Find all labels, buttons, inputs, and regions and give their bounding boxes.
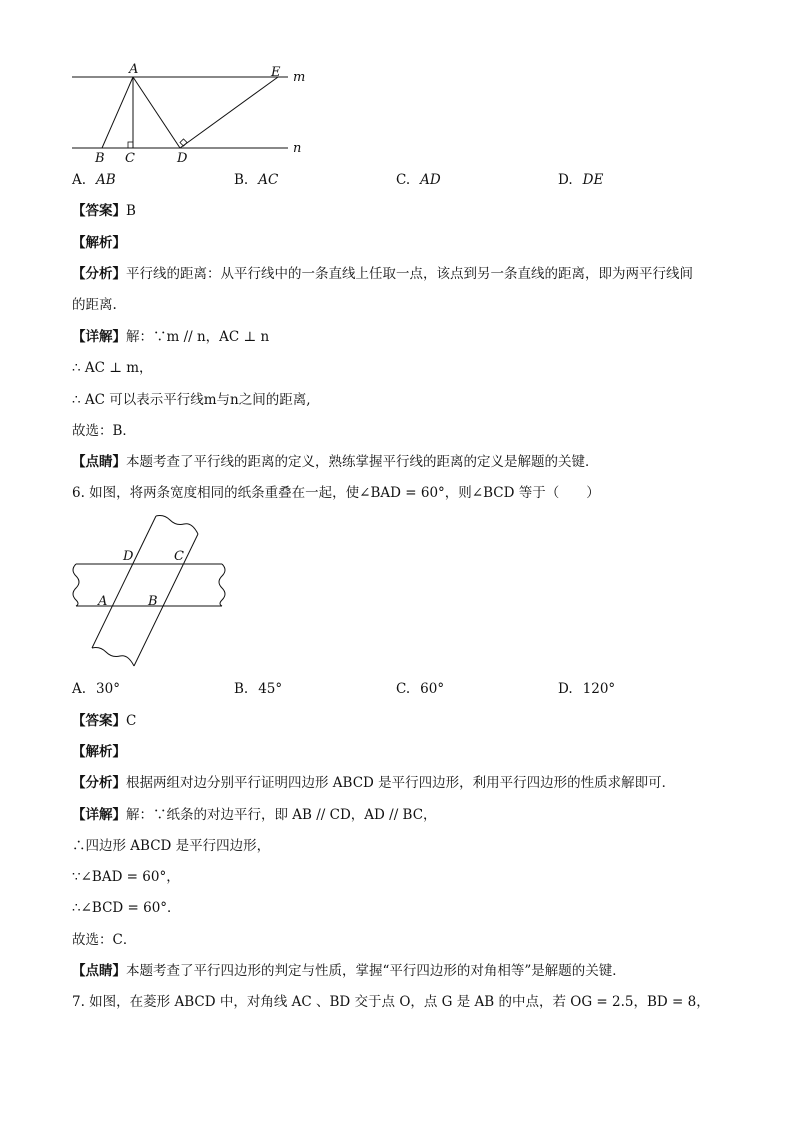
q6-comment — [72, 961, 626, 981]
option-value: 60° — [420, 681, 445, 697]
option-label: A. — [72, 172, 87, 188]
segment-ab — [102, 77, 133, 148]
q5-fenxi-line2: 的距离. — [72, 297, 117, 313]
strip-h-right-tear — [219, 564, 225, 606]
fenxi-tag: 【分析】 — [72, 266, 126, 282]
segment-ad — [133, 77, 180, 148]
q6-analysis-tag — [72, 742, 126, 762]
label-d: D — [123, 549, 134, 564]
option-label: B. — [234, 172, 249, 188]
strip-s-top-tear — [156, 516, 198, 535]
q6-detail-line2: ∴四边形 ABCD 是平行四边形， — [72, 838, 271, 854]
q6-stem: 6. 如图，将两条宽度相同的纸条重叠在一起，使∠BAD = 60°，则∠BCD 等于（ ） — [72, 485, 600, 501]
q7-stem: 7. 如图，在菱形 ABCD 中，对角线 AC 、BD 交于点 O，点 G 是 AB 的中点，若 OG = 2.5，BD = 8， — [72, 994, 710, 1010]
label-b: B — [148, 594, 158, 609]
comment-tag: 【点睛】 — [72, 454, 126, 470]
q5-option-c — [396, 170, 441, 190]
parallel-lines-figure — [60, 60, 320, 170]
option-value: 45° — [258, 681, 283, 697]
q6-detail-line3: ∵∠BAD = 60°， — [72, 869, 180, 885]
q5-detail-line1 — [72, 327, 269, 347]
q6-fenxi — [72, 773, 675, 793]
fenxi-tag: 【分析】 — [72, 775, 126, 791]
label-m: m — [293, 70, 306, 85]
label-a: A — [98, 594, 108, 609]
q6-option-d — [558, 679, 615, 699]
q5-fenxi-line1 — [72, 264, 693, 284]
strip-s-left — [92, 516, 156, 648]
q5-answer — [72, 201, 136, 221]
option-label: B. — [234, 681, 249, 697]
q5-option-d — [558, 170, 603, 190]
detail-text: 解：∵m // n，AC ⊥ n — [126, 329, 270, 345]
answer-tag: 【答案】 — [72, 203, 126, 219]
comment-tag: 【点睛】 — [72, 963, 126, 979]
q5-detail-line2: ∴ AC ⊥ m， — [72, 360, 153, 376]
segment-de — [180, 77, 278, 148]
q5-option-a — [72, 170, 116, 190]
q5-comment — [72, 452, 599, 472]
label-a: A — [129, 62, 139, 77]
q5-choice: 故选：B． — [72, 423, 136, 439]
detail-text: 解：∵纸条的对边平行，即 AB // CD，AD // BC， — [126, 807, 437, 823]
q6-option-c — [396, 679, 444, 699]
option-value: AC — [258, 172, 279, 188]
strip-s-right — [134, 534, 198, 666]
q6-option-b — [234, 679, 282, 699]
fenxi-text: 根据两组对边分别平行证明四边形 ABCD 是平行四边形，利用平行四边形的性质求解即可． — [126, 775, 676, 791]
label-c: C — [125, 151, 135, 166]
label-c: C — [174, 549, 184, 564]
q6-detail-line1 — [72, 805, 437, 825]
option-label: D. — [558, 681, 573, 697]
answer-tag: 【答案】 — [72, 713, 126, 729]
analysis-tag: 【解析】 — [72, 235, 126, 251]
option-label: C. — [396, 172, 411, 188]
option-value: 120° — [582, 681, 616, 697]
option-label: D. — [558, 172, 573, 188]
fenxi-text: 平行线的距离：从平行线中的一条直线上任取一点，该点到另一条直线的距离，即为两平行线间 — [126, 266, 693, 282]
right-angle-mark-c — [128, 142, 133, 148]
answer-value: C — [126, 713, 137, 729]
option-value: AD — [420, 172, 441, 188]
analysis-tag: 【解析】 — [72, 744, 126, 760]
q5-detail-line3: ∴ AC 可以表示平行线m与n之间的距离, — [72, 392, 311, 408]
q5-analysis-tag — [72, 233, 126, 253]
detail-tag: 【详解】 — [72, 329, 126, 345]
comment-text: 本题考查了平行四边形的判定与性质，掌握“平行四边形的对角相等”是解题的关键． — [126, 963, 626, 979]
q6-detail-line4: ∴∠BCD = 60°． — [72, 900, 181, 916]
q6-option-a — [72, 679, 120, 699]
q5-option-b — [234, 170, 278, 190]
answer-value: B — [126, 203, 136, 219]
strip-s-bottom-tear — [92, 648, 134, 667]
label-n: n — [293, 141, 302, 156]
label-e: E — [271, 65, 281, 80]
option-value: 30° — [96, 681, 120, 697]
option-label: A. — [72, 681, 87, 697]
option-value: DE — [582, 172, 604, 188]
q6-answer — [72, 711, 136, 731]
paper-strips-figure — [66, 512, 236, 672]
label-d: D — [177, 151, 188, 166]
q6-choice: 故选：C． — [72, 932, 137, 948]
label-b: B — [95, 151, 105, 166]
option-label: C. — [396, 681, 411, 697]
comment-text: 本题考查了平行线的距离的定义，熟练掌握平行线的距离的定义是解题的关键． — [126, 454, 599, 470]
option-value: AB — [96, 172, 116, 188]
detail-tag: 【详解】 — [72, 807, 126, 823]
strip-h-left-tear — [73, 564, 79, 606]
